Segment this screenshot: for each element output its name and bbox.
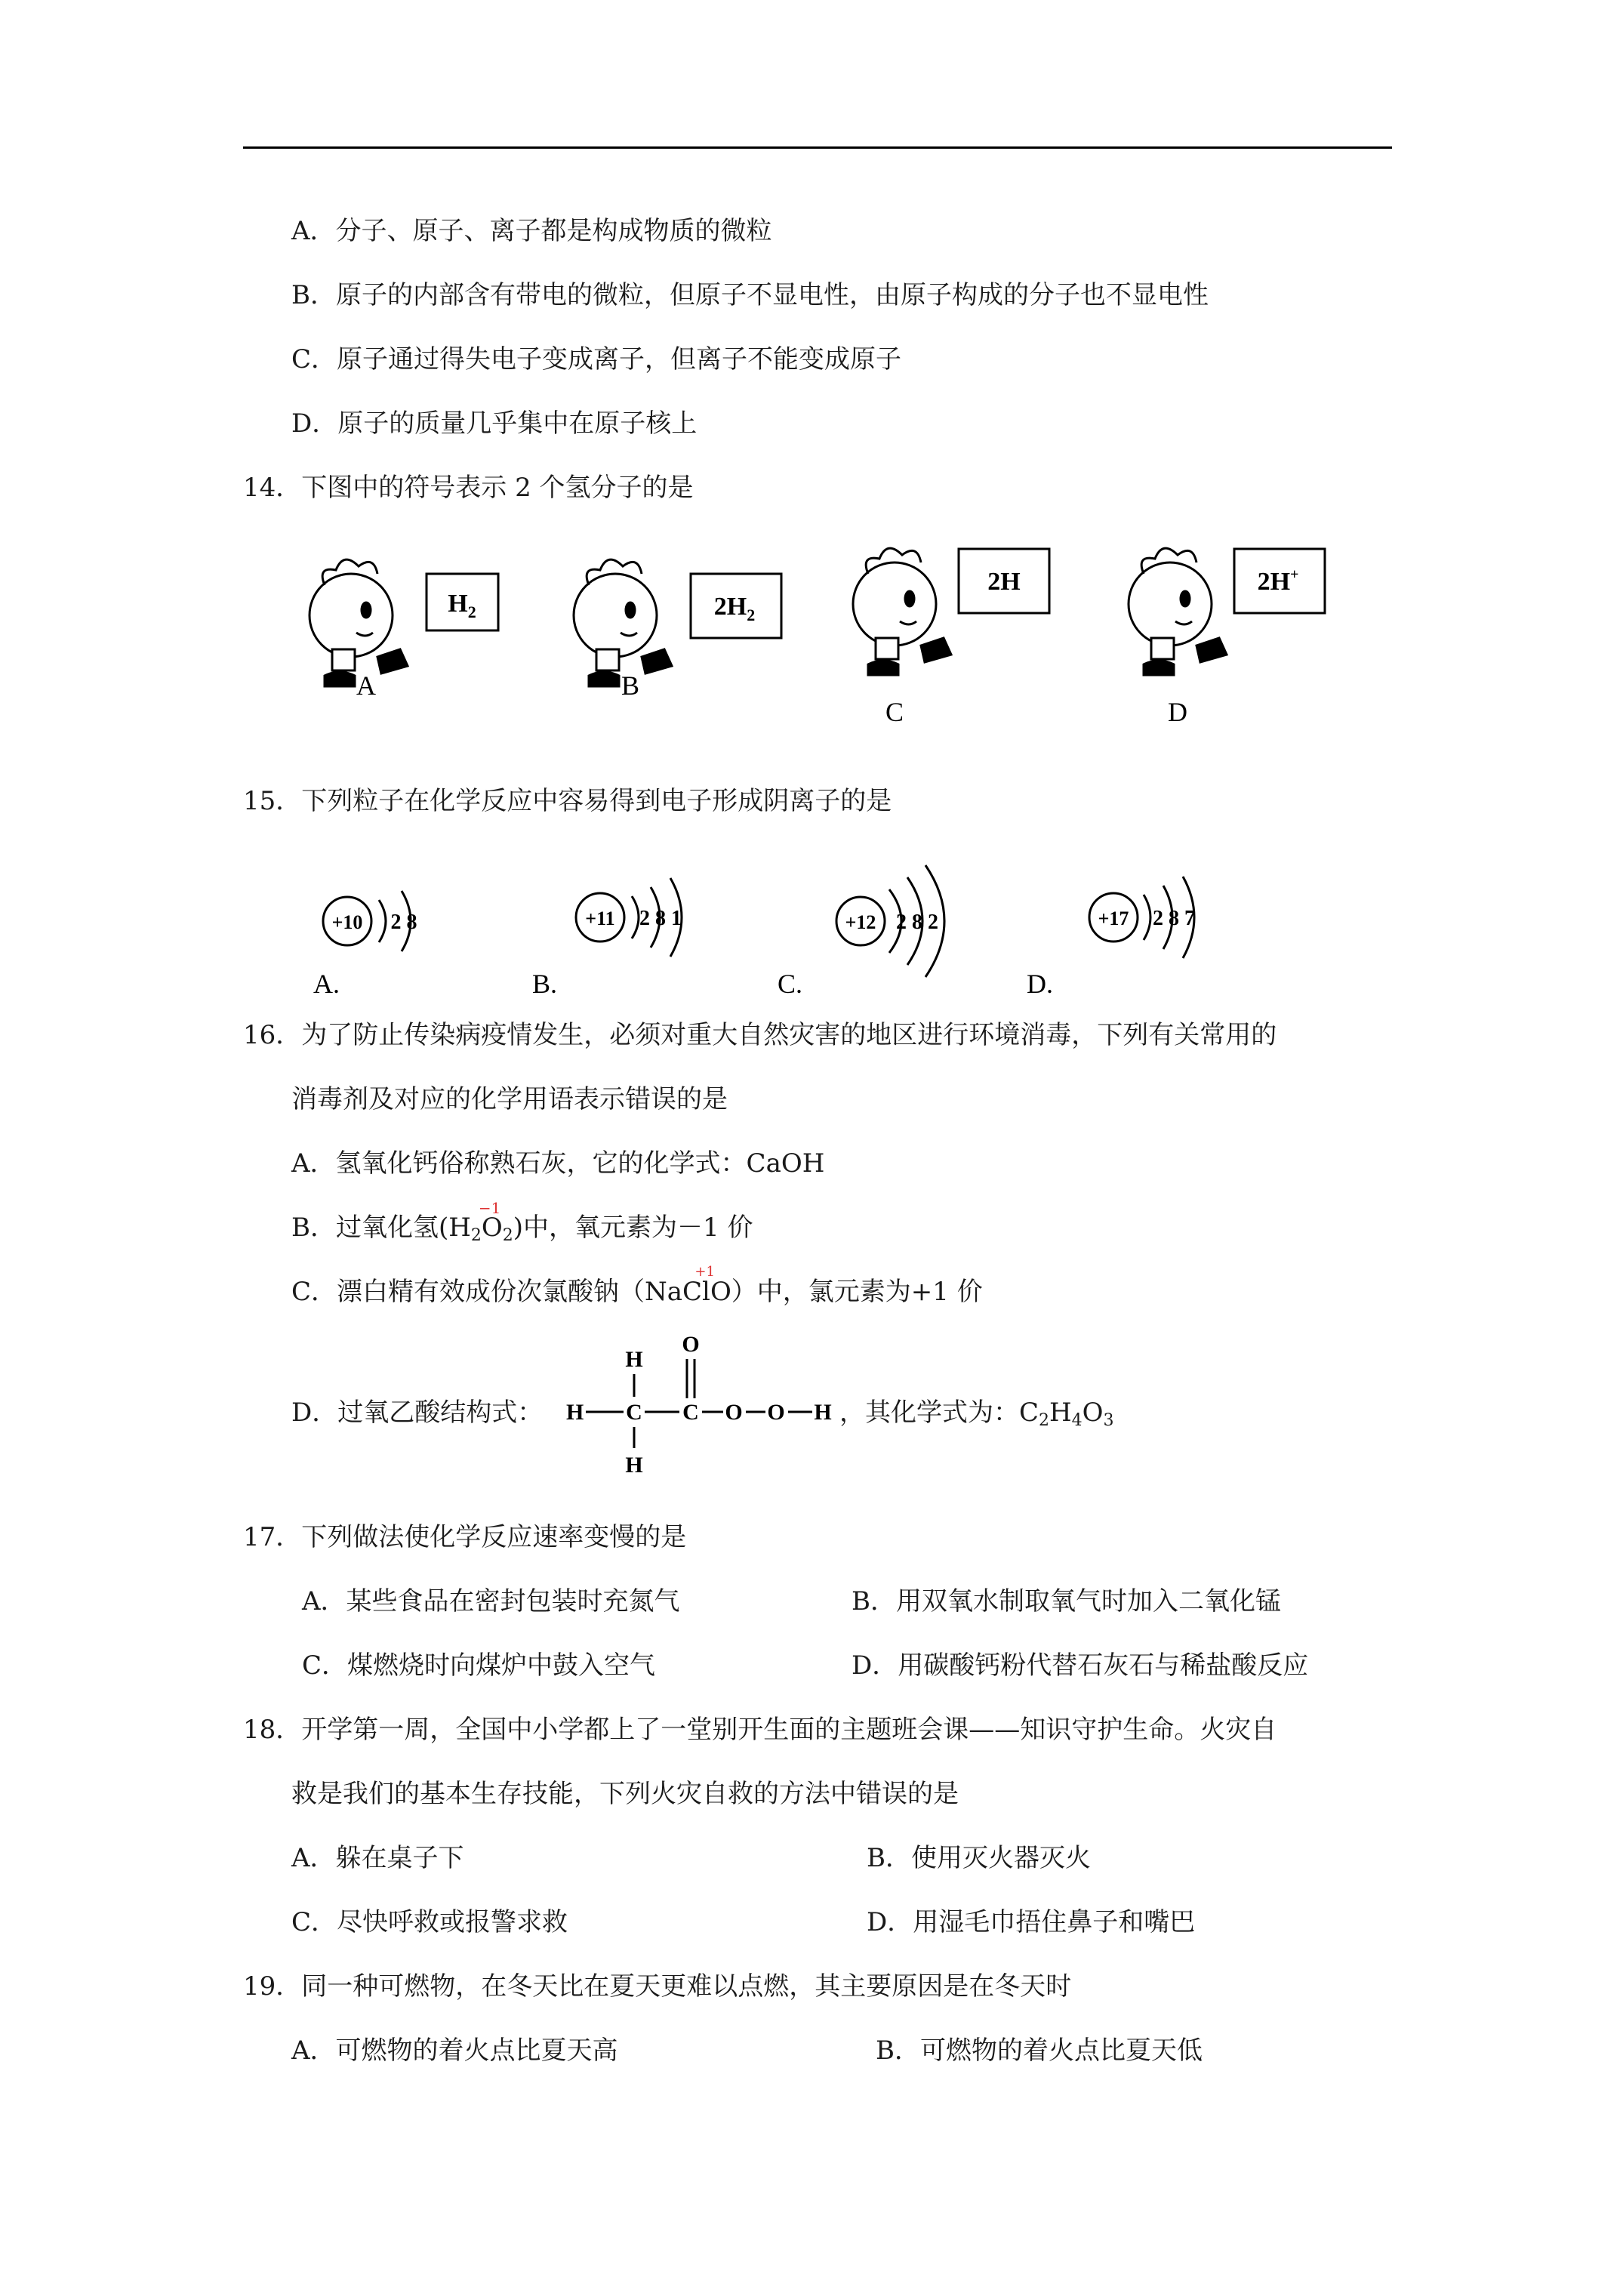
svg-text:A: A bbox=[356, 670, 376, 701]
q14-figure-a bbox=[294, 544, 521, 702]
q15-figure-d bbox=[1023, 853, 1234, 1004]
cartoon-character-icon bbox=[853, 548, 951, 675]
q15-figure-a bbox=[294, 853, 491, 1004]
q13-option-c: C．原子通过得失电子变成离子，但离子不能变成原子 bbox=[291, 344, 902, 374]
q18-option-c: C．尽快呼救或报警求救 bbox=[291, 1907, 568, 1937]
q16-option-a: A．氢氧化钙俗称熟石灰，它的化学式：CaOH bbox=[291, 1148, 825, 1179]
svg-text:+11: +11 bbox=[585, 908, 615, 929]
q16-option-c: C．漂白精有效成份次氯酸钠（NaCl +1 O）中，氯元素为+1 价 bbox=[291, 1276, 983, 1308]
svg-text:C: C bbox=[885, 697, 904, 727]
q18-option-a: A．躲在桌子下 bbox=[291, 1843, 464, 1873]
q17-stem: 17．下列做法使化学反应速率变慢的是 bbox=[243, 1522, 687, 1552]
svg-text:+10: +10 bbox=[331, 911, 363, 933]
svg-text:2H+: 2H+ bbox=[1257, 566, 1299, 596]
q17-option-c: C．煤燃烧时向煤炉中鼓入空气 bbox=[302, 1650, 656, 1681]
svg-text:D: D bbox=[1168, 697, 1187, 727]
valence-annotation: −1 bbox=[478, 1199, 501, 1217]
svg-text:H: H bbox=[566, 1400, 584, 1425]
header-rule bbox=[243, 146, 1392, 149]
q16-stem-line2: 消毒剂及对应的化学用语表示错误的是 bbox=[291, 1084, 728, 1114]
q19-option-a: A．可燃物的着火点比夏天高 bbox=[291, 2036, 618, 2066]
svg-text:C: C bbox=[626, 1400, 642, 1425]
q15-stem: 15．下列粒子在化学反应中容易得到电子形成阴离子的是 bbox=[243, 786, 892, 816]
svg-text:2H: 2H bbox=[987, 568, 1021, 596]
svg-text:2 8 7: 2 8 7 bbox=[1153, 907, 1195, 930]
svg-text:O: O bbox=[767, 1400, 785, 1425]
q17-option-d: D．用碳酸钙粉代替石灰石与稀盐酸反应 bbox=[852, 1650, 1309, 1681]
q14-figure-b bbox=[559, 544, 785, 702]
q15-figure-c bbox=[778, 846, 989, 1004]
cartoon-character-icon bbox=[1129, 548, 1227, 675]
svg-text:C.: C. bbox=[778, 969, 803, 999]
svg-text:H: H bbox=[625, 1453, 643, 1478]
q14-figure-d bbox=[1113, 540, 1340, 727]
svg-text:D.: D. bbox=[1027, 969, 1053, 999]
svg-text:H: H bbox=[814, 1400, 832, 1425]
svg-text:B: B bbox=[621, 670, 640, 701]
peracetic-acid-structure bbox=[559, 1332, 838, 1510]
svg-text:H: H bbox=[625, 1347, 643, 1372]
q15-figure-b bbox=[528, 853, 740, 1004]
svg-text:2H2: $2H_2$ bbox=[713, 593, 756, 624]
svg-text:A.: A. bbox=[313, 969, 340, 999]
svg-text:2 8: 2 8 bbox=[390, 911, 417, 934]
q18-option-d: D．用湿毛巾捂住鼻子和嘴巴 bbox=[867, 1907, 1196, 1937]
q16-stem-line1: 16．为了防止传染病疫情发生，必须对重大自然灾害的地区进行环境消毒，下列有关常用的 bbox=[243, 1020, 1277, 1050]
q14-stem: 14．下图中的符号表示 2 个氢分子的是 bbox=[243, 473, 694, 503]
q13-option-d: D．原子的质量几乎集中在原子核上 bbox=[291, 408, 698, 439]
valence-annotation: +1 bbox=[694, 1264, 715, 1280]
q13-option-b: B．原子的内部含有带电的微粒，但原子不显电性，由原子构成的分子也不显电性 bbox=[291, 280, 1209, 310]
svg-text:O: O bbox=[682, 1332, 700, 1357]
svg-text:H2: $H_2$ bbox=[448, 590, 476, 621]
q18-stem-line1: 18．开学第一周，全国中小学都上了一堂别开生面的主题班会课——知识守护生命。火灾自 bbox=[243, 1715, 1277, 1745]
q13-option-a: A．分子、原子、离子都是构成物质的微粒 bbox=[291, 216, 772, 246]
svg-text:2 8 2: 2 8 2 bbox=[896, 911, 938, 934]
svg-text:B.: B. bbox=[532, 969, 558, 999]
q17-option-a: A．某些食品在密封包装时充氮气 bbox=[302, 1586, 680, 1616]
q16-option-b: B．过氧化氢($H_2O$ −1 $_2$)中，氧元素为－1 价 bbox=[291, 1212, 753, 1252]
svg-text:O: O bbox=[725, 1400, 743, 1425]
svg-text:+12: +12 bbox=[845, 911, 876, 933]
q16-option-d-label: D．过氧乙酸结构式： bbox=[291, 1398, 544, 1428]
svg-text:2 8 1: 2 8 1 bbox=[639, 907, 682, 930]
q18-stem-line2: 救是我们的基本生存技能，下列火灾自救的方法中错误的是 bbox=[291, 1779, 959, 1809]
q18-option-b: B．使用灭火器灭火 bbox=[867, 1843, 1091, 1873]
q19-option-b: B．可燃物的着火点比夏天低 bbox=[876, 2036, 1203, 2066]
svg-text:C: C bbox=[682, 1400, 699, 1425]
q19-stem: 19．同一种可燃物，在冬天比在夏天更难以点燃，其主要原因是在冬天时 bbox=[243, 1971, 1072, 2002]
q17-option-b: B．用双氧水制取氧气时加入二氧化锰 bbox=[852, 1586, 1281, 1616]
cartoon-character-icon bbox=[574, 559, 672, 686]
svg-text:+17: +17 bbox=[1098, 908, 1129, 929]
q14-figure-c bbox=[838, 540, 1064, 727]
q16-option-d-formula: ，其化学式为：$C_2H_4O_3$ bbox=[839, 1398, 1114, 1430]
cartoon-character-icon bbox=[310, 559, 408, 686]
